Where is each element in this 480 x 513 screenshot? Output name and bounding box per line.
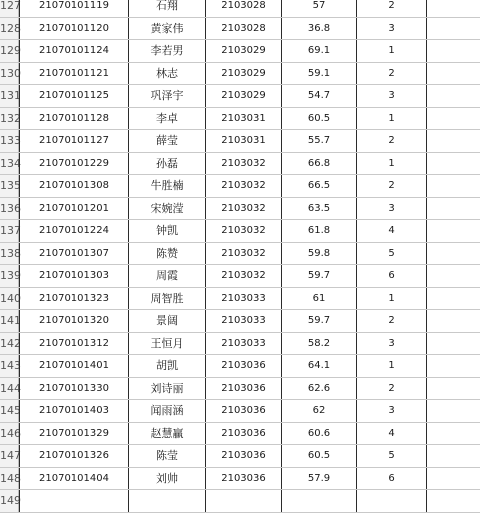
score-cell[interactable]: 59.7 (282, 310, 357, 332)
student-id-cell[interactable]: 21070101330 (19, 378, 129, 400)
table-row (0, 130, 480, 153)
empty-cell[interactable] (427, 63, 480, 85)
rank-cell[interactable]: 1 (357, 288, 427, 310)
row-number-header[interactable]: 143 (0, 355, 19, 377)
table-row (0, 400, 480, 423)
rank-cell[interactable]: 3 (357, 333, 427, 355)
empty-cell[interactable] (427, 288, 480, 310)
student-id-cell[interactable]: 21070101127 (19, 130, 129, 152)
class-code-cell[interactable]: 2103031 (206, 130, 282, 152)
rank-cell[interactable]: 1 (357, 153, 427, 175)
table-row (0, 0, 480, 18)
class-code-cell[interactable]: 2103036 (206, 468, 282, 490)
student-id-cell[interactable]: 21070101124 (19, 40, 129, 62)
empty-cell[interactable] (427, 85, 480, 107)
class-code-cell[interactable]: 2103032 (206, 220, 282, 242)
row-number-header[interactable]: 142 (0, 333, 19, 355)
table-row (0, 198, 480, 221)
class-code-cell[interactable]: 2103036 (206, 355, 282, 377)
class-code-cell[interactable] (206, 490, 282, 512)
row-number-header[interactable]: 132 (0, 108, 19, 130)
class-code-cell[interactable]: 2103031 (206, 108, 282, 130)
student-name-cell[interactable]: 刘诗丽 (129, 378, 206, 400)
student-name-cell[interactable]: 景阔 (129, 310, 206, 332)
rank-cell[interactable]: 2 (357, 175, 427, 197)
score-cell[interactable]: 60.6 (282, 423, 357, 445)
score-cell[interactable]: 54.7 (282, 85, 357, 107)
score-cell[interactable]: 61 (282, 288, 357, 310)
rank-cell[interactable]: 4 (357, 220, 427, 242)
table-row (0, 490, 480, 513)
empty-cell[interactable] (427, 333, 480, 355)
student-name-cell[interactable]: 王恒月 (129, 333, 206, 355)
score-cell[interactable]: 59.1 (282, 63, 357, 85)
student-name-cell[interactable]: 刘帅 (129, 468, 206, 490)
class-code-cell[interactable]: 2103033 (206, 333, 282, 355)
student-name-cell[interactable]: 赵慧贏 (129, 423, 206, 445)
score-cell[interactable]: 61.8 (282, 220, 357, 242)
empty-cell[interactable] (427, 423, 480, 445)
rank-cell[interactable]: 2 (357, 63, 427, 85)
empty-cell[interactable] (427, 198, 480, 220)
score-cell[interactable]: 60.5 (282, 445, 357, 467)
student-name-cell[interactable]: 陈赞 (129, 243, 206, 265)
student-name-cell[interactable]: 胡凯 (129, 355, 206, 377)
table-row (0, 40, 480, 63)
score-cell[interactable]: 55.7 (282, 130, 357, 152)
rank-cell[interactable]: 3 (357, 18, 427, 40)
empty-cell[interactable] (427, 445, 480, 467)
student-name-cell[interactable]: 巩泽宇 (129, 85, 206, 107)
table-row (0, 175, 480, 198)
score-cell[interactable]: 64.1 (282, 355, 357, 377)
score-cell[interactable]: 57.9 (282, 468, 357, 490)
class-code-cell[interactable]: 2103036 (206, 423, 282, 445)
student-name-cell[interactable]: 黄家伟 (129, 18, 206, 40)
student-name-cell[interactable]: 周霞 (129, 265, 206, 287)
row-number-header[interactable]: 148 (0, 468, 19, 490)
table-row (0, 265, 480, 288)
rank-cell[interactable]: 1 (357, 108, 427, 130)
table-row (0, 18, 480, 41)
student-id-cell[interactable]: 21070101326 (19, 445, 129, 467)
empty-cell[interactable] (427, 490, 480, 512)
row-number-header[interactable]: 145 (0, 400, 19, 422)
rank-cell[interactable]: 1 (357, 355, 427, 377)
table-row (0, 243, 480, 266)
score-cell[interactable] (282, 490, 357, 512)
row-number-header[interactable]: 140 (0, 288, 19, 310)
score-cell[interactable]: 59.7 (282, 265, 357, 287)
student-id-cell[interactable]: 21070101403 (19, 400, 129, 422)
class-code-cell[interactable]: 2103029 (206, 40, 282, 62)
row-number-header[interactable]: 137 (0, 220, 19, 242)
student-name-cell[interactable] (129, 490, 206, 512)
rank-cell[interactable]: 3 (357, 85, 427, 107)
table-row (0, 423, 480, 446)
score-cell[interactable]: 58.2 (282, 333, 357, 355)
student-id-cell[interactable]: 21070101125 (19, 85, 129, 107)
class-code-cell[interactable]: 2103036 (206, 378, 282, 400)
row-number-header[interactable]: 147 (0, 445, 19, 467)
empty-cell[interactable] (427, 243, 480, 265)
class-code-cell[interactable]: 2103029 (206, 63, 282, 85)
score-cell[interactable]: 59.8 (282, 243, 357, 265)
score-cell[interactable]: 57 (282, 0, 357, 17)
student-id-cell[interactable]: 21070101308 (19, 175, 129, 197)
student-id-cell[interactable]: 21070101307 (19, 243, 129, 265)
student-id-cell[interactable]: 21070101323 (19, 288, 129, 310)
empty-cell[interactable] (427, 468, 480, 490)
student-id-cell[interactable]: 21070101128 (19, 108, 129, 130)
class-code-cell[interactable]: 2103029 (206, 85, 282, 107)
empty-cell[interactable] (427, 18, 480, 40)
rank-cell[interactable]: 2 (357, 310, 427, 332)
student-name-cell[interactable]: 闻雨涵 (129, 400, 206, 422)
student-name-cell[interactable]: 林志 (129, 63, 206, 85)
rank-cell[interactable]: 1 (357, 40, 427, 62)
class-code-cell[interactable]: 2103028 (206, 0, 282, 17)
row-number-header[interactable]: 130 (0, 63, 19, 85)
row-number-header[interactable]: 133 (0, 130, 19, 152)
empty-cell[interactable] (427, 378, 480, 400)
table-row (0, 220, 480, 243)
student-id-cell[interactable]: 21070101201 (19, 198, 129, 220)
rank-cell[interactable] (357, 490, 427, 512)
score-cell[interactable]: 62 (282, 400, 357, 422)
empty-cell[interactable] (427, 108, 480, 130)
student-name-cell[interactable]: 钟凯 (129, 220, 206, 242)
student-id-cell[interactable]: 21070101312 (19, 333, 129, 355)
class-code-cell[interactable]: 2103028 (206, 18, 282, 40)
student-name-cell[interactable]: 宋婉滢 (129, 198, 206, 220)
student-id-cell[interactable]: 21070101119 (19, 0, 129, 17)
rank-cell[interactable]: 2 (357, 0, 427, 17)
table-row (0, 445, 480, 468)
row-number-header[interactable]: 149 (0, 490, 19, 512)
score-cell[interactable]: 63.5 (282, 198, 357, 220)
student-name-cell[interactable]: 周智胜 (129, 288, 206, 310)
class-code-cell[interactable]: 2103036 (206, 445, 282, 467)
student-name-cell[interactable]: 李卓 (129, 108, 206, 130)
empty-cell[interactable] (427, 175, 480, 197)
class-code-cell[interactable]: 2103033 (206, 288, 282, 310)
student-id-cell[interactable]: 21070101329 (19, 423, 129, 445)
table-row (0, 85, 480, 108)
class-code-cell[interactable]: 2103032 (206, 175, 282, 197)
student-id-cell[interactable]: 21070101320 (19, 310, 129, 332)
score-cell[interactable]: 66.8 (282, 153, 357, 175)
empty-cell[interactable] (427, 355, 480, 377)
score-cell[interactable]: 62.6 (282, 378, 357, 400)
table-row (0, 468, 480, 491)
empty-cell[interactable] (427, 400, 480, 422)
class-code-cell[interactable]: 2103036 (206, 400, 282, 422)
row-number-header[interactable]: 135 (0, 175, 19, 197)
student-name-cell[interactable]: 孙磊 (129, 153, 206, 175)
student-id-cell[interactable]: 21070101224 (19, 220, 129, 242)
student-id-cell[interactable]: 21070101404 (19, 468, 129, 490)
student-id-cell[interactable]: 21070101229 (19, 153, 129, 175)
table-row (0, 288, 480, 311)
class-code-cell[interactable]: 2103033 (206, 310, 282, 332)
row-number-header[interactable]: 144 (0, 378, 19, 400)
student-id-cell[interactable]: 21070101121 (19, 63, 129, 85)
rank-cell[interactable]: 6 (357, 468, 427, 490)
table-row (0, 310, 480, 333)
row-number-header[interactable]: 139 (0, 265, 19, 287)
row-number-header[interactable]: 134 (0, 153, 19, 175)
row-number-header[interactable]: 136 (0, 198, 19, 220)
score-cell[interactable]: 60.5 (282, 108, 357, 130)
row-number-header[interactable]: 146 (0, 423, 19, 445)
empty-cell[interactable] (427, 0, 480, 17)
score-cell[interactable]: 69.1 (282, 40, 357, 62)
student-id-cell[interactable] (19, 490, 129, 512)
student-name-cell[interactable]: 李若男 (129, 40, 206, 62)
student-name-cell[interactable]: 薛莹 (129, 130, 206, 152)
rank-cell[interactable]: 6 (357, 265, 427, 287)
row-number-header[interactable]: 131 (0, 85, 19, 107)
table-row (0, 355, 480, 378)
rank-cell[interactable]: 4 (357, 423, 427, 445)
empty-cell[interactable] (427, 153, 480, 175)
empty-cell[interactable] (427, 130, 480, 152)
rank-cell[interactable]: 2 (357, 130, 427, 152)
score-cell[interactable]: 36.8 (282, 18, 357, 40)
empty-cell[interactable] (427, 220, 480, 242)
rank-cell[interactable]: 5 (357, 243, 427, 265)
student-name-cell[interactable]: 牛胜楠 (129, 175, 206, 197)
row-number-header[interactable]: 128 (0, 18, 19, 40)
table-row (0, 63, 480, 86)
student-name-cell[interactable]: 陈莹 (129, 445, 206, 467)
student-id-cell[interactable]: 21070101401 (19, 355, 129, 377)
row-number-header[interactable]: 129 (0, 40, 19, 62)
table-row (0, 108, 480, 131)
rank-cell[interactable]: 2 (357, 378, 427, 400)
rank-cell[interactable]: 3 (357, 400, 427, 422)
table-row (0, 333, 480, 356)
table-row (0, 153, 480, 176)
table-row (0, 378, 480, 401)
empty-cell[interactable] (427, 40, 480, 62)
row-number-header[interactable]: 141 (0, 310, 19, 332)
rank-cell[interactable]: 5 (357, 445, 427, 467)
row-number-header[interactable]: 127 (0, 0, 19, 17)
student-id-cell[interactable]: 21070101120 (19, 18, 129, 40)
empty-cell[interactable] (427, 265, 480, 287)
student-name-cell[interactable]: 石翔 (129, 0, 206, 17)
class-code-cell[interactable]: 2103032 (206, 198, 282, 220)
class-code-cell[interactable]: 2103032 (206, 243, 282, 265)
score-cell[interactable]: 66.5 (282, 175, 357, 197)
class-code-cell[interactable]: 2103032 (206, 265, 282, 287)
empty-cell[interactable] (427, 310, 480, 332)
student-id-cell[interactable]: 21070101303 (19, 265, 129, 287)
row-number-header[interactable]: 138 (0, 243, 19, 265)
rank-cell[interactable]: 3 (357, 198, 427, 220)
class-code-cell[interactable]: 2103032 (206, 153, 282, 175)
